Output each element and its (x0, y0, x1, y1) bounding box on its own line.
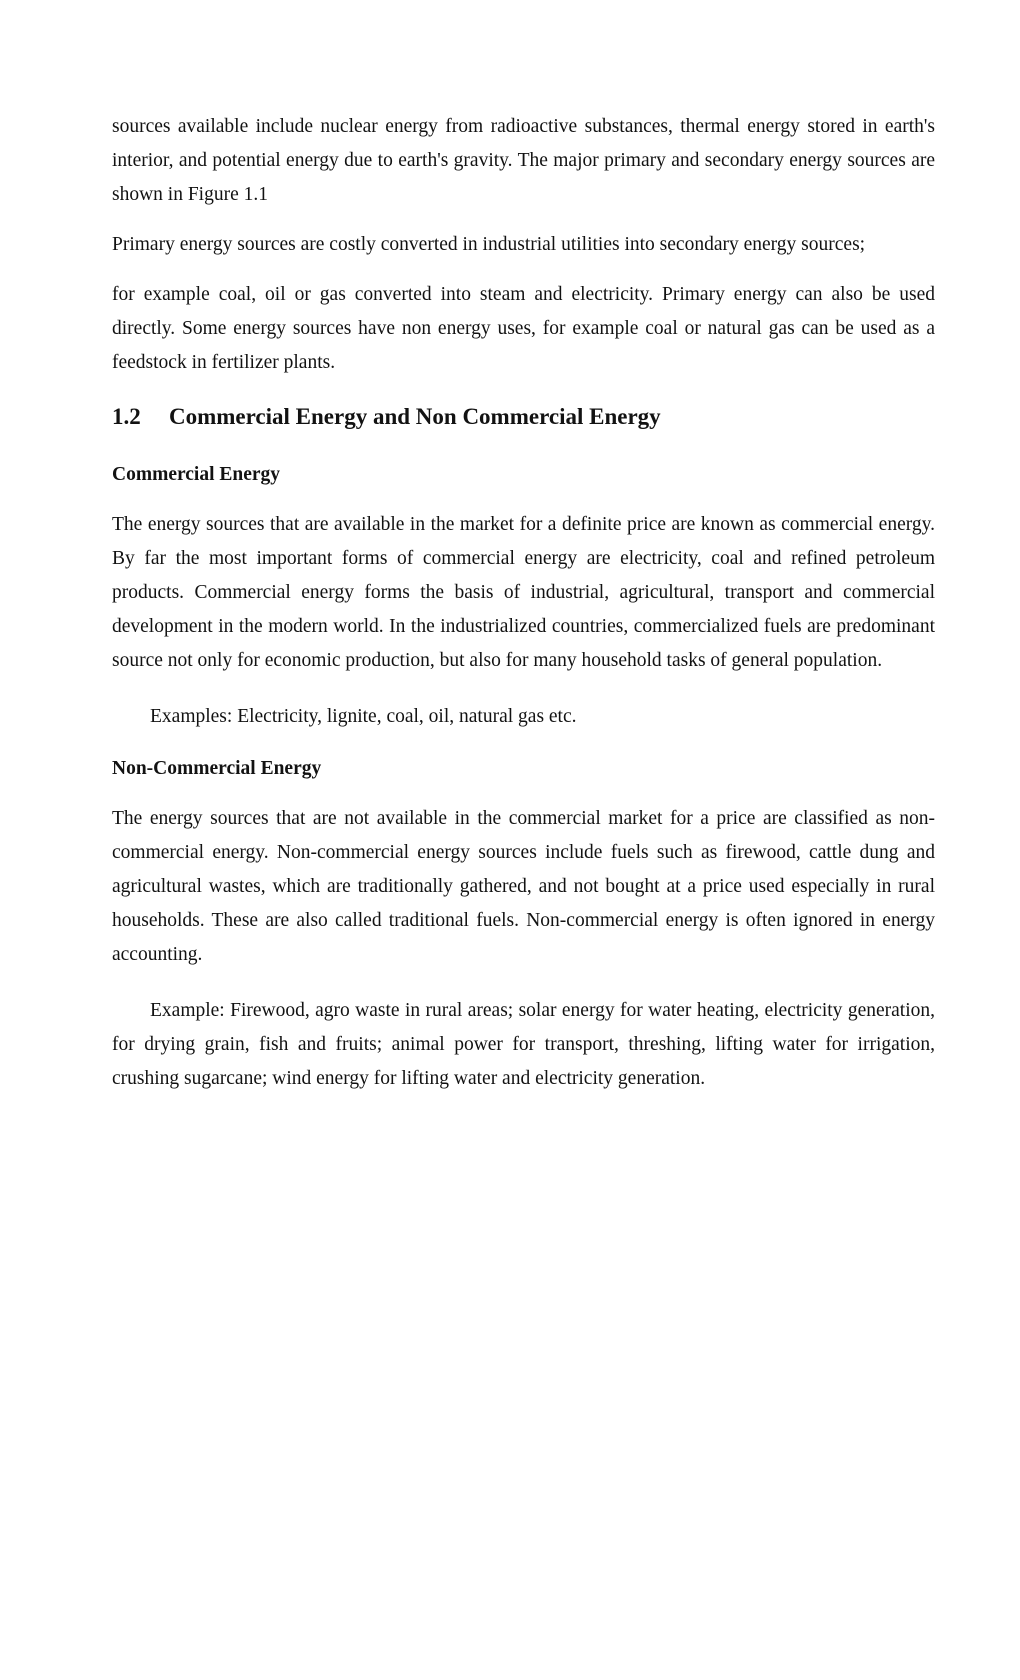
non-commercial-energy-paragraph: The energy sources that are not available in the commercial market for a price are classified as non-commercial energy. Non-commercial energy sources include fuels such as firewood, cattle dung and agricultural wastes, which are traditionally gathered, and not bought at a price used especially in rural households. These are also called traditional fuels. Non-commercial energy is often ignored in energy accounting. (112, 808, 935, 965)
non-commercial-energy-heading: Non-Commercial Energy (112, 758, 322, 779)
paragraph-primary-energy-examples: for example coal, oil or gas converted into steam and electricity. Primary energy can also be used directly. Some energy sources have non energy uses, for example coal or natural gas can be used as a feedstock in fertilizer plants. (112, 284, 935, 373)
section-heading (112, 400, 935, 434)
paragraph-energy-sources-continued: sources available include nuclear energy from radioactive substances, thermal energy stored in earth's interior, and potential energy due to earth's gravity. The major primary and secondary energy sources are shown in Figure 1.1 (112, 116, 935, 205)
section-number: 1.2 (112, 404, 141, 429)
commercial-energy-paragraph: The energy sources that are available in the market for a definite price are known as commercial energy. By far the most important forms of commercial energy are electricity, coal and refined petroleum products. Commercial energy forms the basis of industrial, agricultural, transport and commercial development in the modern world. In the industrialized countries, commercialized fuels are predominant source not only for economic production, but also for many household tasks of general population. (112, 514, 935, 671)
non-commercial-energy-example: Example: Firewood, agro waste in rural areas; solar energy for water heating, electricity generation, for drying grain, fish and fruits; animal power for transport, threshing, lifting water for irrigation, crushing sugarcane; wind energy for lifting water and electricity generation. (112, 1000, 935, 1089)
section-title: Commercial Energy and Non Commercial Energy (169, 404, 661, 429)
paragraph-primary-energy-conversion: Primary energy sources are costly converted in industrial utilities into secondary energy sources; (112, 234, 866, 255)
commercial-energy-heading: Commercial Energy (112, 464, 281, 485)
commercial-energy-examples: Examples: Electricity, lignite, coal, oil, natural gas etc. (150, 706, 577, 727)
